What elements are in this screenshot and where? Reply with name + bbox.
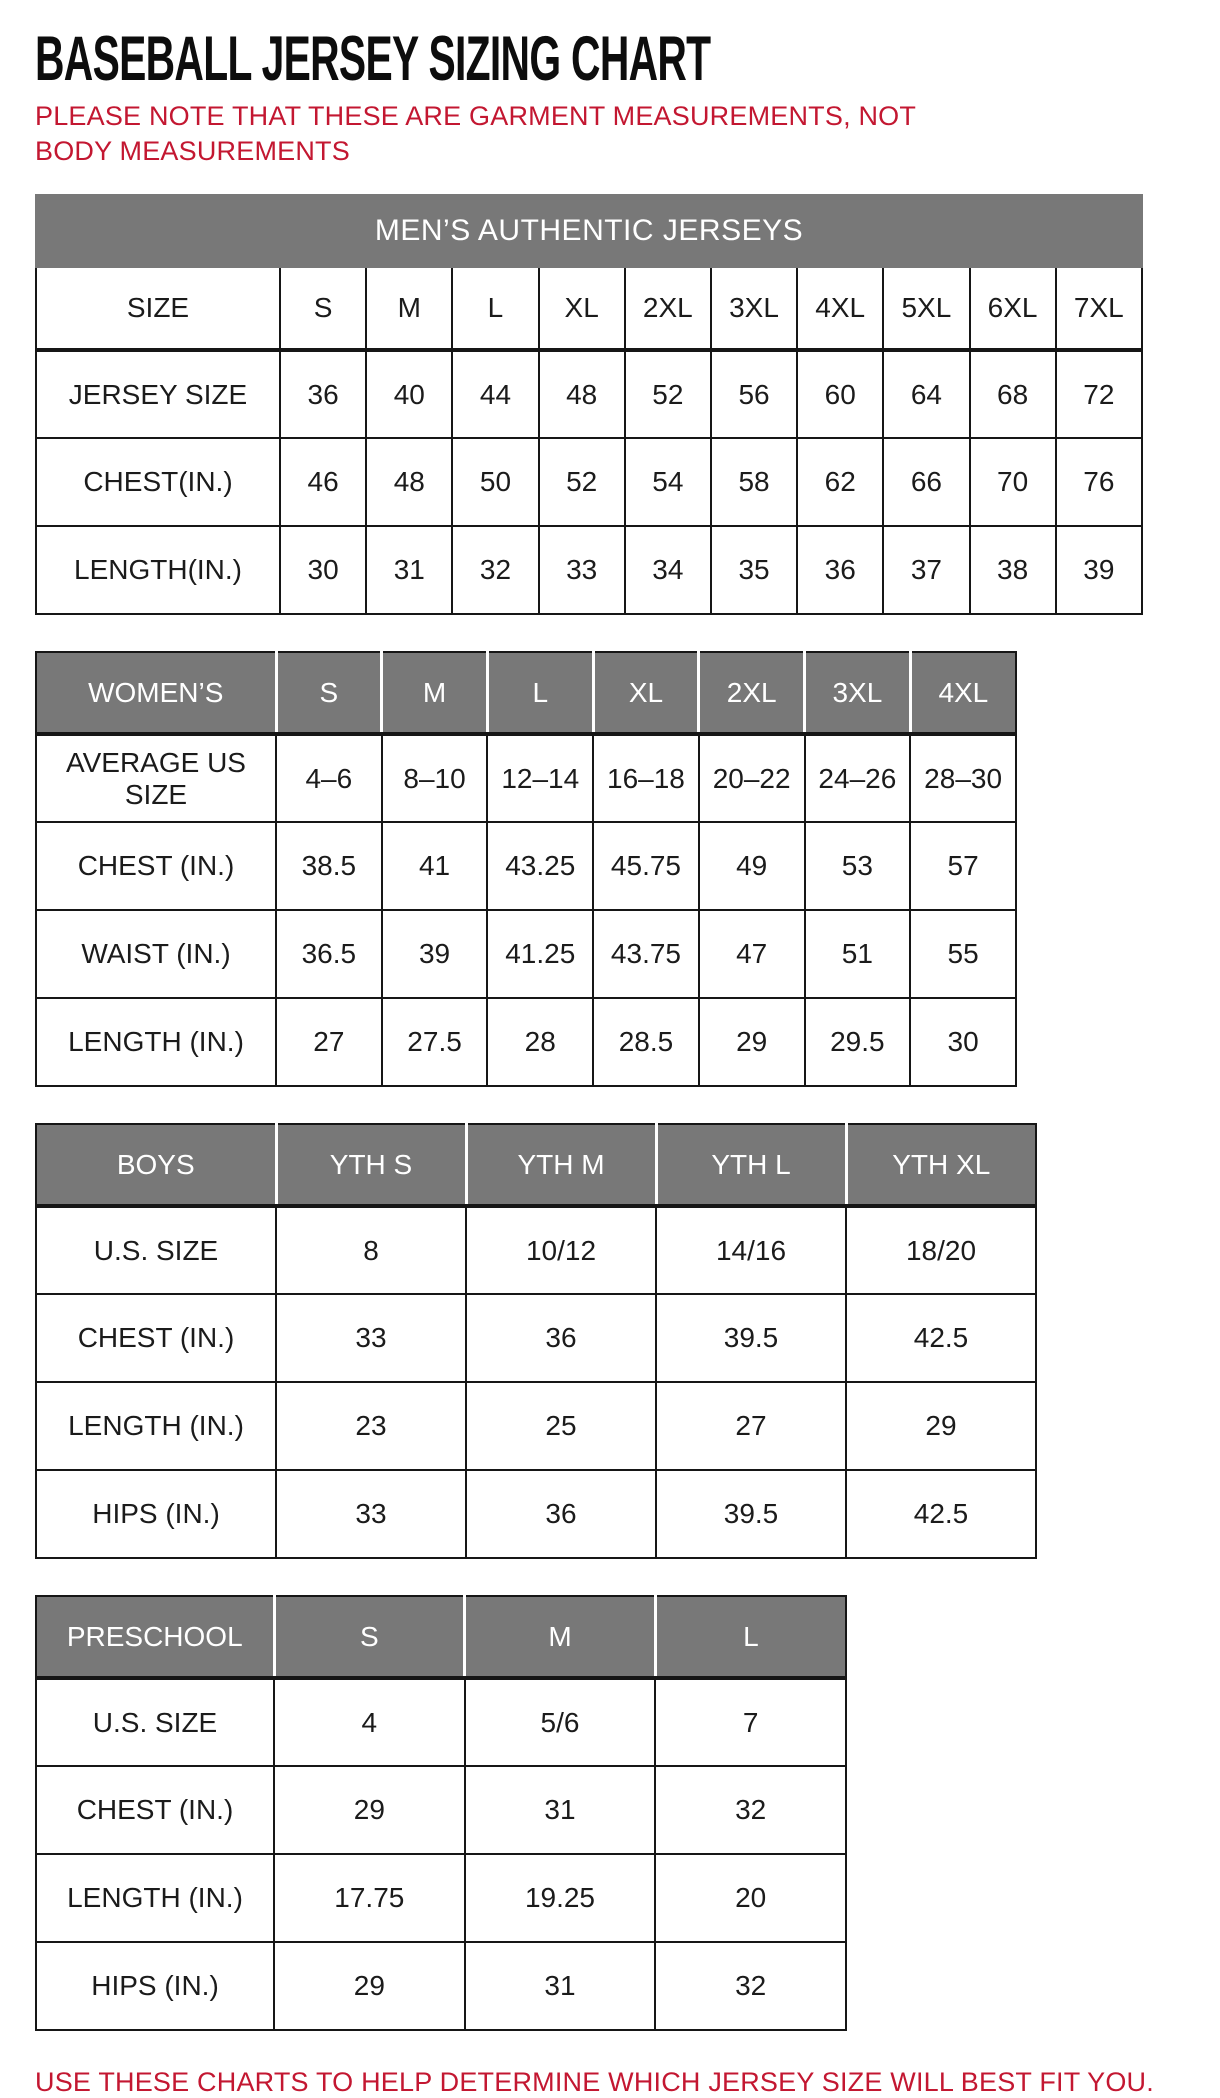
- value-cell: 66: [883, 438, 969, 526]
- womens-table-section: [35, 651, 1017, 1087]
- column-header: YTH XL: [846, 1124, 1036, 1206]
- page-title: BASEBALL JERSEY SIZING CHART: [35, 23, 711, 94]
- table-row: [36, 350, 1142, 438]
- row-label: HIPS (IN.): [36, 1470, 276, 1558]
- value-cell: 43.75: [593, 910, 699, 998]
- value-cell: 4–6: [276, 734, 382, 822]
- column-header: YTH M: [466, 1124, 656, 1206]
- table-row: [36, 526, 1142, 614]
- column-header: BOYS: [36, 1124, 276, 1206]
- value-cell: 41: [382, 822, 488, 910]
- value-cell: 31: [465, 1766, 656, 1854]
- value-cell: 58: [711, 438, 797, 526]
- table-row: [36, 1942, 846, 2030]
- value-cell: 27.5: [382, 998, 488, 1086]
- column-header: 4XL: [797, 268, 883, 350]
- preschool-table-section: [35, 1595, 847, 2031]
- value-cell: 37: [883, 526, 969, 614]
- value-cell: 33: [276, 1470, 466, 1558]
- value-cell: 33: [539, 526, 625, 614]
- table-row: [36, 1678, 846, 1766]
- value-cell: 68: [970, 350, 1056, 438]
- header-row: [36, 268, 1142, 350]
- mens-table-banner: MEN’S AUTHENTIC JERSEYS: [35, 194, 1143, 268]
- value-cell: 19.25: [465, 1854, 656, 1942]
- value-cell: 33: [276, 1294, 466, 1382]
- row-label: LENGTH (IN.): [36, 998, 276, 1086]
- row-label: JERSEY SIZE: [36, 350, 280, 438]
- row-label: CHEST(IN.): [36, 438, 280, 526]
- value-cell: 64: [883, 350, 969, 438]
- value-cell: 36: [466, 1294, 656, 1382]
- row-label: CHEST (IN.): [36, 1294, 276, 1382]
- value-cell: 31: [366, 526, 452, 614]
- column-header: S: [276, 652, 382, 734]
- table-row: [36, 734, 1016, 822]
- value-cell: 40: [366, 350, 452, 438]
- value-cell: 23: [276, 1382, 466, 1470]
- column-header: SIZE: [36, 268, 280, 350]
- value-cell: 27: [656, 1382, 846, 1470]
- header-row: [36, 1124, 1036, 1206]
- row-label: U.S. SIZE: [36, 1206, 276, 1294]
- column-header: 7XL: [1056, 268, 1142, 350]
- value-cell: 62: [797, 438, 883, 526]
- table-row: [36, 1470, 1036, 1558]
- value-cell: 52: [539, 438, 625, 526]
- value-cell: 38.5: [276, 822, 382, 910]
- column-header: S: [274, 1596, 465, 1678]
- value-cell: 48: [539, 350, 625, 438]
- table-row: [36, 998, 1016, 1086]
- value-cell: 48: [366, 438, 452, 526]
- value-cell: 36: [466, 1470, 656, 1558]
- value-cell: 42.5: [846, 1470, 1036, 1558]
- column-header: M: [366, 268, 452, 350]
- value-cell: 38: [970, 526, 1056, 614]
- column-header: XL: [539, 268, 625, 350]
- table-row: [36, 1854, 846, 1942]
- value-cell: 39: [1056, 526, 1142, 614]
- value-cell: 28: [487, 998, 593, 1086]
- value-cell: 50: [452, 438, 538, 526]
- column-header: M: [382, 652, 488, 734]
- value-cell: 4: [274, 1678, 465, 1766]
- table-row: [36, 910, 1016, 998]
- value-cell: 44: [452, 350, 538, 438]
- footer-note: USE THESE CHARTS TO HELP DETERMINE WHICH JERSEY SIZE WILL BEST FIT YOU.: [35, 2067, 1154, 2098]
- table-row: [36, 1206, 1036, 1294]
- value-cell: 42.5: [846, 1294, 1036, 1382]
- value-cell: 70: [970, 438, 1056, 526]
- value-cell: 17.75: [274, 1854, 465, 1942]
- value-cell: 24–26: [805, 734, 911, 822]
- column-header: YTH L: [656, 1124, 846, 1206]
- value-cell: 51: [805, 910, 911, 998]
- value-cell: 52: [625, 350, 711, 438]
- column-header: 3XL: [711, 268, 797, 350]
- column-header: 2XL: [699, 652, 805, 734]
- column-header: XL: [593, 652, 699, 734]
- value-cell: 29.5: [805, 998, 911, 1086]
- table-row: [36, 1294, 1036, 1382]
- row-label: CHEST (IN.): [36, 1766, 274, 1854]
- value-cell: 29: [699, 998, 805, 1086]
- value-cell: 41.25: [487, 910, 593, 998]
- mens-table-section: [35, 194, 1143, 615]
- preschool-sizing-table: [35, 1595, 847, 2031]
- row-label: U.S. SIZE: [36, 1678, 274, 1766]
- value-cell: 20: [655, 1854, 846, 1942]
- table-row: [36, 438, 1142, 526]
- value-cell: 35: [711, 526, 797, 614]
- value-cell: 32: [655, 1942, 846, 2030]
- value-cell: 36: [280, 350, 366, 438]
- column-header: L: [655, 1596, 846, 1678]
- value-cell: 39: [382, 910, 488, 998]
- value-cell: 12–14: [487, 734, 593, 822]
- value-cell: 47: [699, 910, 805, 998]
- value-cell: 29: [846, 1382, 1036, 1470]
- row-label: LENGTH (IN.): [36, 1854, 274, 1942]
- value-cell: 36: [797, 526, 883, 614]
- column-header: L: [487, 652, 593, 734]
- value-cell: 29: [274, 1766, 465, 1854]
- value-cell: 30: [910, 998, 1016, 1086]
- row-label: WAIST (IN.): [36, 910, 276, 998]
- column-header: S: [280, 268, 366, 350]
- column-header: PRESCHOOL: [36, 1596, 274, 1678]
- value-cell: 18/20: [846, 1206, 1036, 1294]
- column-header: L: [452, 268, 538, 350]
- value-cell: 55: [910, 910, 1016, 998]
- table-row: [36, 822, 1016, 910]
- value-cell: 45.75: [593, 822, 699, 910]
- value-cell: 34: [625, 526, 711, 614]
- boys-sizing-table: [35, 1123, 1037, 1559]
- value-cell: 10/12: [466, 1206, 656, 1294]
- value-cell: 8: [276, 1206, 466, 1294]
- value-cell: 57: [910, 822, 1016, 910]
- value-cell: 56: [711, 350, 797, 438]
- column-header: 3XL: [805, 652, 911, 734]
- value-cell: 25: [466, 1382, 656, 1470]
- column-header: 5XL: [883, 268, 969, 350]
- value-cell: 36.5: [276, 910, 382, 998]
- row-label: HIPS (IN.): [36, 1942, 274, 2030]
- header-row: [36, 1596, 846, 1678]
- column-header: WOMEN’S: [36, 652, 276, 734]
- value-cell: 43.25: [487, 822, 593, 910]
- value-cell: 31: [465, 1942, 656, 2030]
- value-cell: 28.5: [593, 998, 699, 1086]
- row-label: LENGTH (IN.): [36, 1382, 276, 1470]
- value-cell: 72: [1056, 350, 1142, 438]
- value-cell: 29: [274, 1942, 465, 2030]
- value-cell: 60: [797, 350, 883, 438]
- mens-sizing-table: [35, 268, 1143, 615]
- value-cell: 28–30: [910, 734, 1016, 822]
- value-cell: 39.5: [656, 1470, 846, 1558]
- value-cell: 32: [655, 1766, 846, 1854]
- value-cell: 54: [625, 438, 711, 526]
- value-cell: 30: [280, 526, 366, 614]
- garment-measurement-note: PLEASE NOTE THAT THESE ARE GARMENT MEASUREMENTS, NOT BODY MEASUREMENTS: [35, 101, 916, 166]
- header-row: [36, 652, 1016, 734]
- value-cell: 32: [452, 526, 538, 614]
- value-cell: 27: [276, 998, 382, 1086]
- table-row: [36, 1766, 846, 1854]
- value-cell: 46: [280, 438, 366, 526]
- value-cell: 39.5: [656, 1294, 846, 1382]
- value-cell: 49: [699, 822, 805, 910]
- column-header: 2XL: [625, 268, 711, 350]
- value-cell: 8–10: [382, 734, 488, 822]
- value-cell: 76: [1056, 438, 1142, 526]
- table-row: [36, 1382, 1036, 1470]
- value-cell: 16–18: [593, 734, 699, 822]
- womens-sizing-table: [35, 651, 1017, 1087]
- value-cell: 53: [805, 822, 911, 910]
- value-cell: 14/16: [656, 1206, 846, 1294]
- boys-table-section: [35, 1123, 1037, 1559]
- row-label: LENGTH(IN.): [36, 526, 280, 614]
- value-cell: 5/6: [465, 1678, 656, 1766]
- row-label: CHEST (IN.): [36, 822, 276, 910]
- column-header: 6XL: [970, 268, 1056, 350]
- column-header: 4XL: [910, 652, 1016, 734]
- column-header: YTH S: [276, 1124, 466, 1206]
- column-header: M: [465, 1596, 656, 1678]
- value-cell: 7: [655, 1678, 846, 1766]
- value-cell: 20–22: [699, 734, 805, 822]
- row-label: AVERAGE US SIZE: [36, 734, 276, 822]
